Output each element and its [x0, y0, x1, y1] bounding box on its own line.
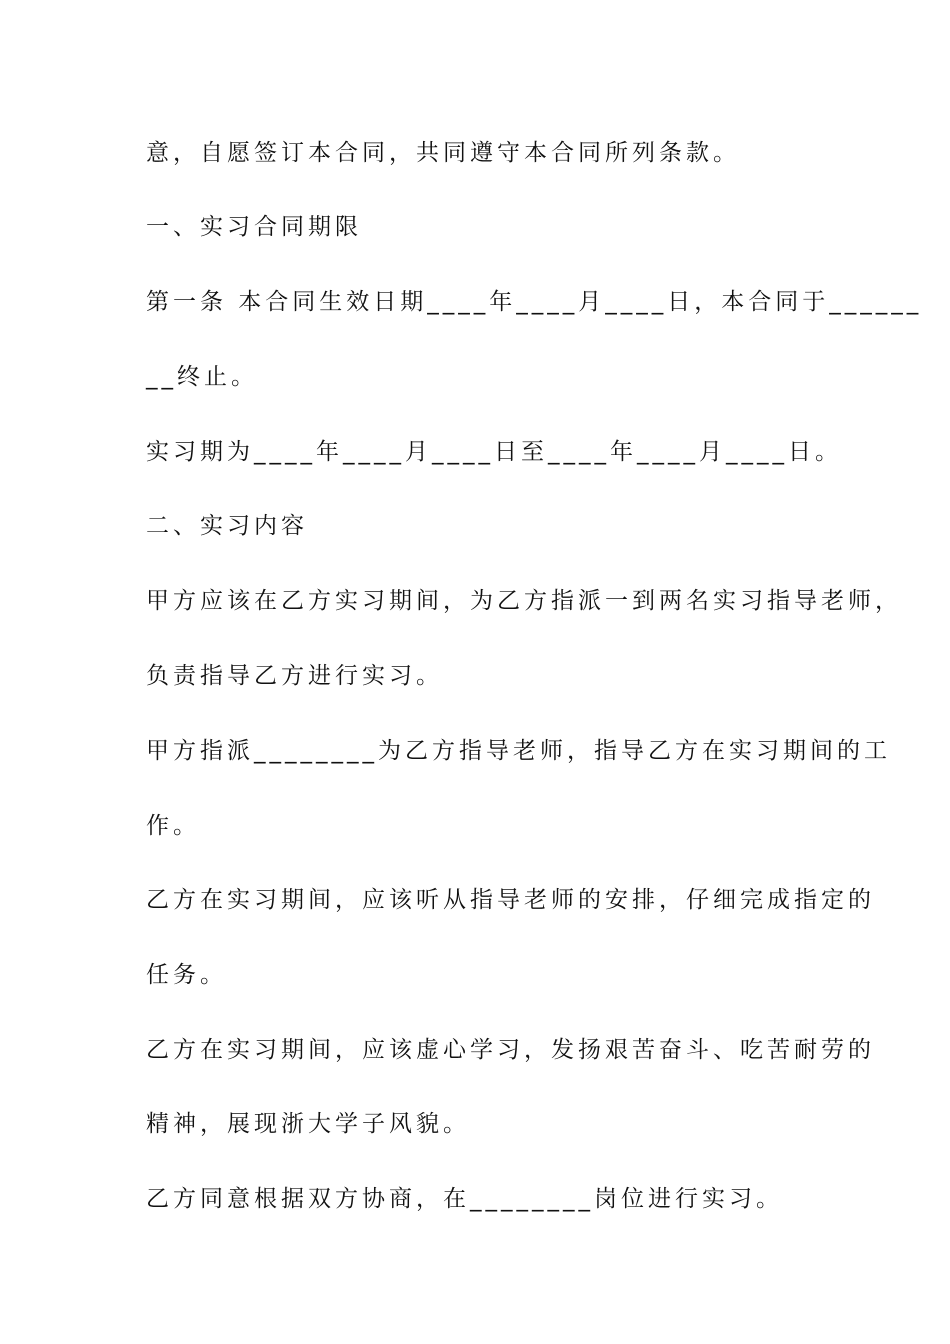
- section-heading: 一、实习合同期限: [146, 214, 362, 240]
- text-line: 任务。: [146, 962, 227, 988]
- text-line: 甲方指派________为乙方指导老师，指导乙方在实习期间的工: [146, 738, 891, 764]
- text-line: 乙方同意根据双方协商，在________岗位进行实习。: [146, 1186, 783, 1212]
- text-line: 负责指导乙方进行实习。: [146, 663, 443, 689]
- text-line: __终止。: [146, 364, 258, 390]
- text-line: 第一条 本合同生效日期____年____月____日，本合同于______: [146, 289, 923, 315]
- text-line: 意，自愿签订本合同，共同遵守本合同所列条款。: [146, 140, 740, 166]
- text-line: 实习期为____年____月____日至____年____月____日。: [146, 439, 842, 465]
- text-line: 乙方在实习期间，应该虚心学习，发扬艰苦奋斗、吃苦耐劳的: [146, 1037, 875, 1063]
- text-line: 乙方在实习期间，应该听从指导老师的安排，仔细完成指定的: [146, 887, 875, 913]
- text-line: 作。: [146, 813, 200, 839]
- text-line: 甲方应该在乙方实习期间，为乙方指派一到两名实习指导老师，: [146, 588, 902, 614]
- text-line: 精神，展现浙大学子风貌。: [146, 1111, 470, 1137]
- section-heading: 二、实习内容: [146, 513, 308, 539]
